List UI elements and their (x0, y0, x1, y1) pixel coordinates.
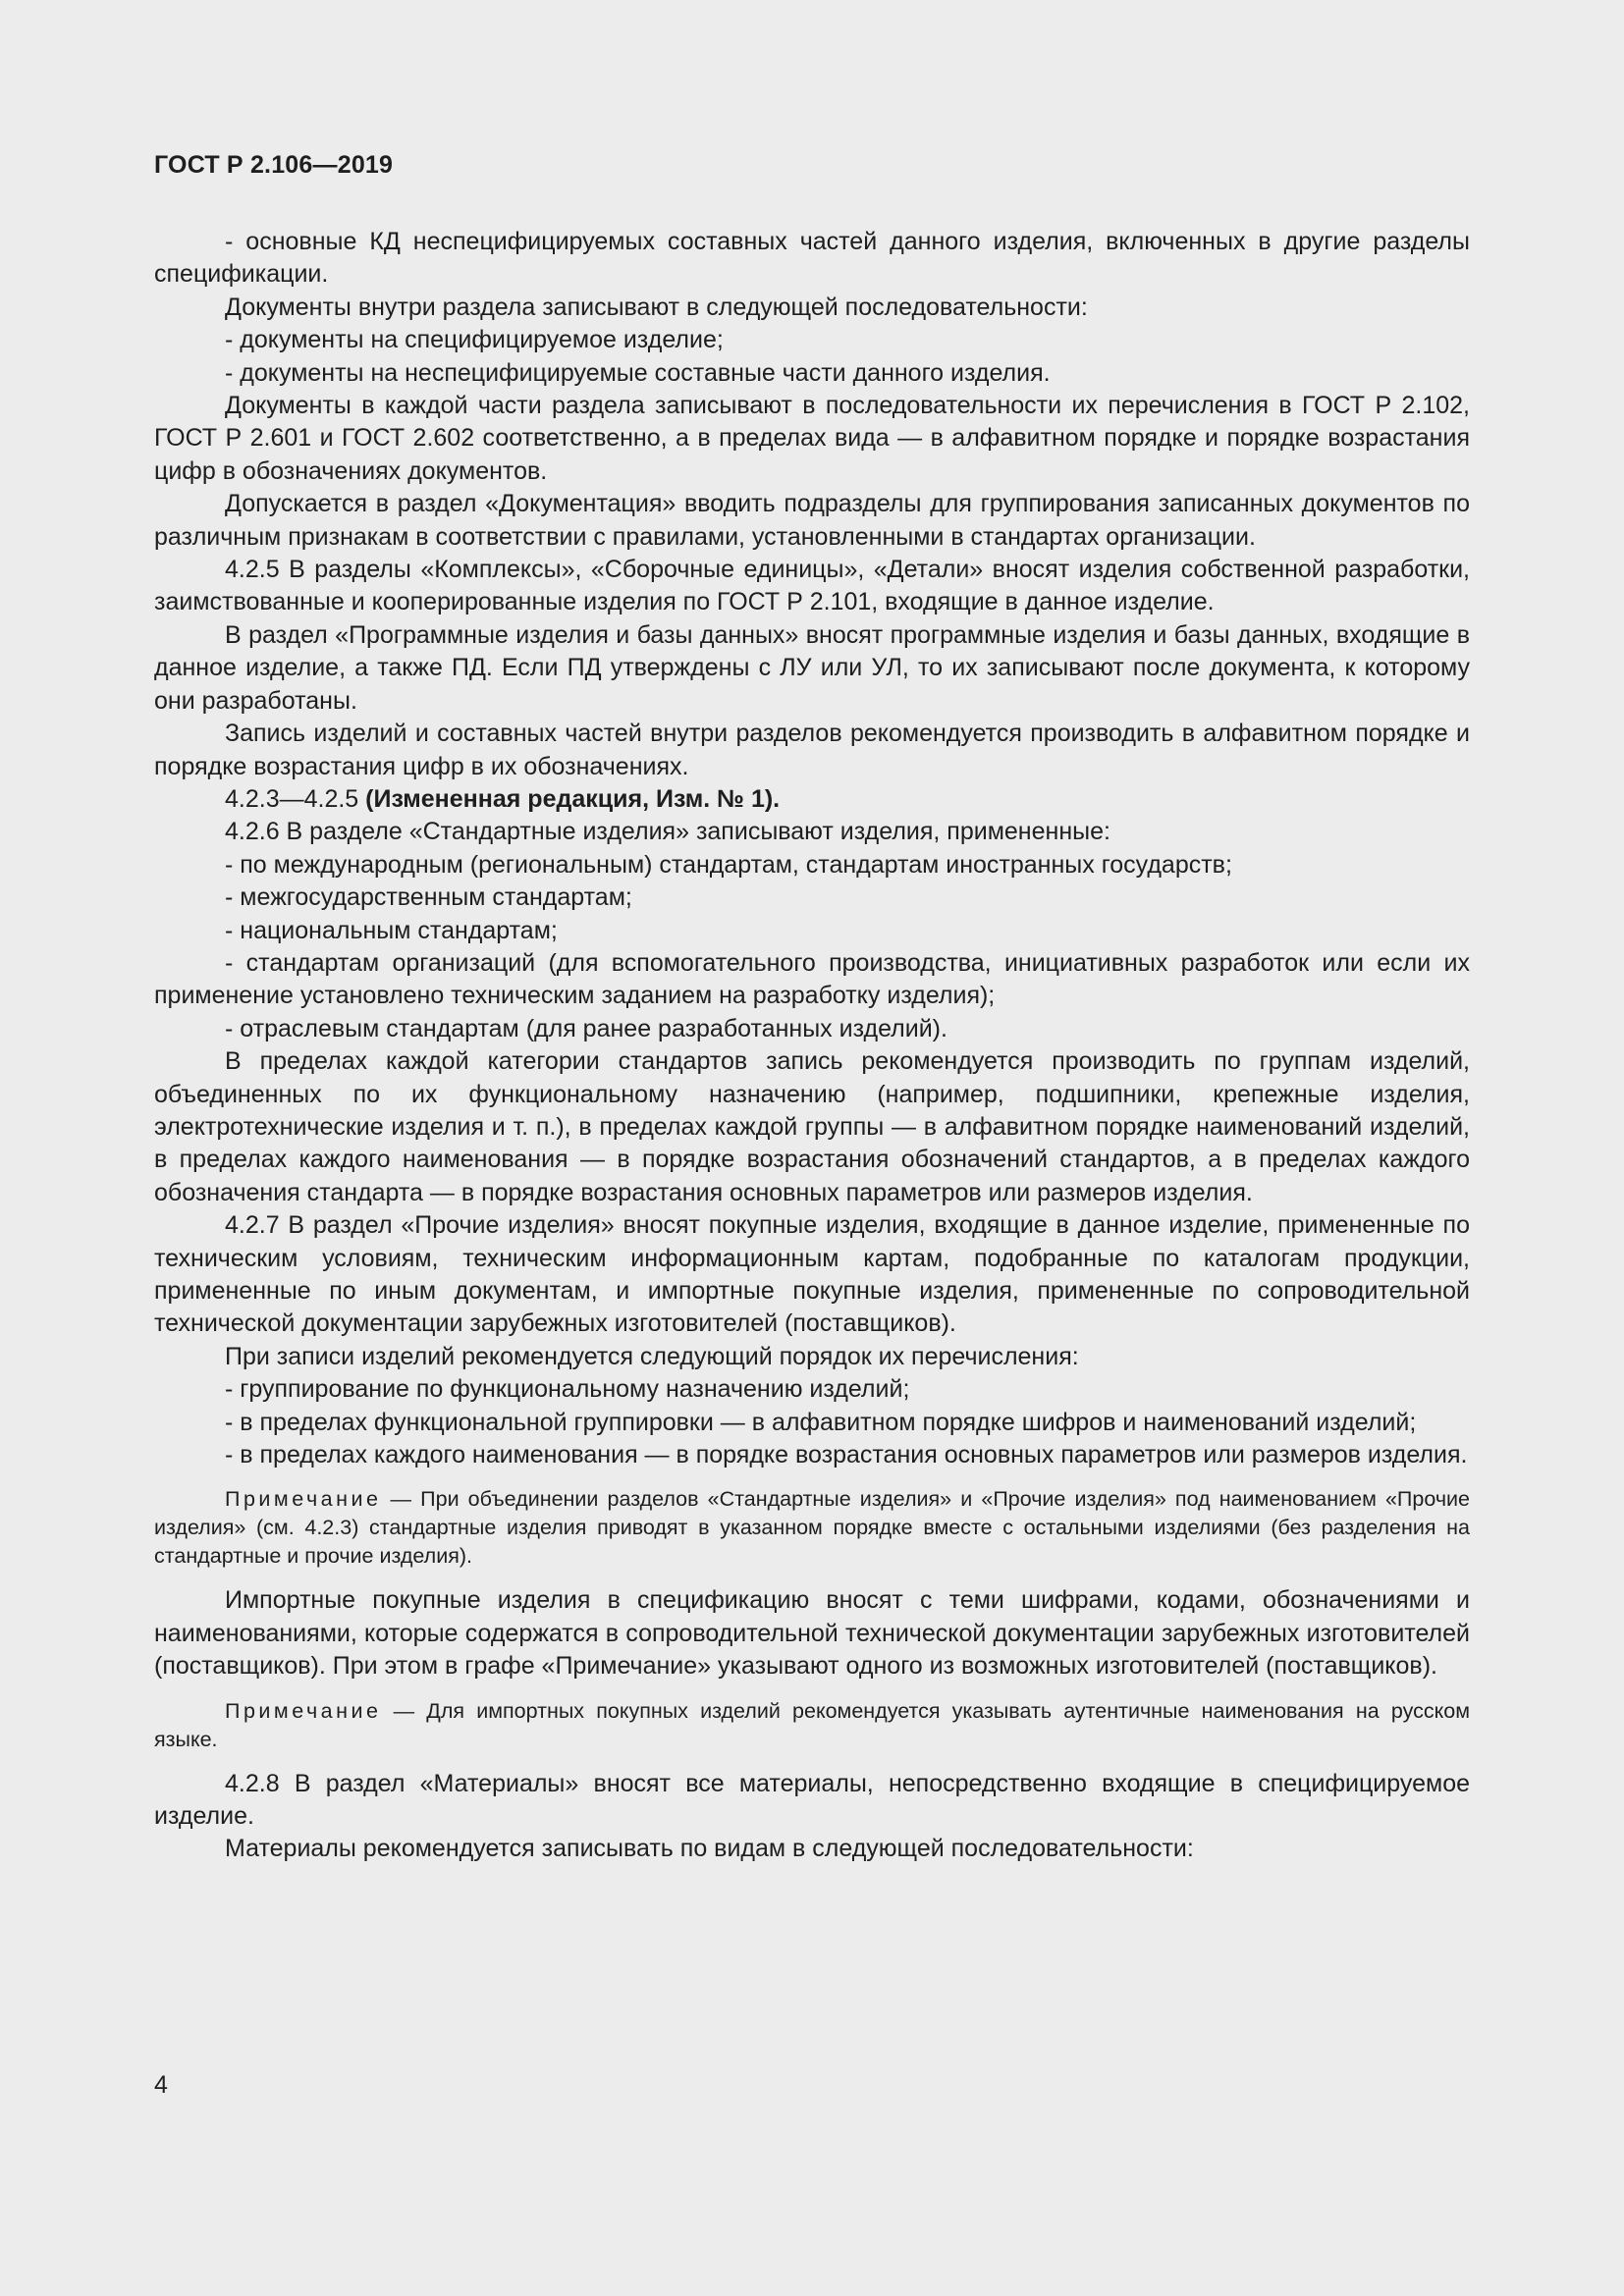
list-item: - стандартам организаций (для вспомогательного производства, инициативных разработок или если их применение установлено техническим заданием на разработку изделия); (154, 948, 1470, 1010)
clause-4-2-5: 4.2.5 В разделы «Комплексы», «Сборочные единицы», «Детали» вносят изделия собственной разработки, заимствованные и кооперированные изделия по ГОСТ Р 2.101, входящие в данное изделие. (154, 556, 1470, 616)
paragraph: Запись изделий и составных частей внутри разделов рекомендуется производить в алфавитном порядке и порядке возрастания цифр в их обозначениях. (154, 720, 1470, 780)
clause-4-2-8: 4.2.8 В раздел «Материалы» вносят все материалы, непосредственно входящие в специфицируемое изделие. (154, 1769, 1470, 1831)
paragraph: Допускается в раздел «Документация» вводить подразделы для группирования записанных документов по различным признакам в соответствии с правилами, установленными в стандартах организации. (154, 490, 1470, 551)
page-number: 4 (154, 2071, 168, 2099)
list-item: - национальным стандартам; (225, 916, 558, 944)
clause-4-2-6: 4.2.6 В разделе «Стандартные изделия» записывают изделия, примененные: (225, 818, 1110, 846)
paragraph: Материалы рекомендуется записывать по видам в следующей последовательности: (225, 1835, 1194, 1863)
document-header: ГОСТ Р 2.106—2019 (154, 151, 394, 179)
note-text: — Для импортных покупных изделий рекомендуется указывать аутентичные наименования на русском языке. (154, 1698, 1470, 1751)
note-imported-items (154, 1697, 1470, 1754)
paragraph: В раздел «Программные изделия и базы данных» вносят программные изделия и базы данных, входящие в данное изделие, а также ПД. Если ПД утверждены с ЛУ или УЛ, то их записывают после документа, к которому они разработаны. (154, 620, 1470, 715)
list-item: - группирование по функциональному назначению изделий; (225, 1375, 910, 1404)
amendment-line (154, 783, 1470, 816)
paragraph: В пределах каждой категории стандартов запись рекомендуется производить по группам изделий, объединенных по их функциональному назначению (например, подшипники, крепежные изделия, электротехнические изделия и т. п.), в пределах каждой группы — в алфавитном порядке наименований изделий, в пределах каждого наименования — в порядке возрастания обозначений стандартов, а в пределах каждого обозначения стандарта — в порядке возрастания основных параметров или размеров изделия. (154, 1047, 1470, 1206)
paragraph: Документы в каждой части раздела записывают в последовательности их перечисления в ГОСТ Р 2.102, ГОСТ Р 2.601 и ГОСТ 2.602 соответственно, а в пределах вида — в алфавитном порядке и порядке возрастания цифр в обозначениях документов. (154, 392, 1470, 485)
list-item: - межгосударственным стандартам; (225, 883, 632, 912)
list-item: - в пределах каждого наименования — в порядке возрастания основных параметров или размеров изделия. (225, 1441, 1468, 1469)
note-standard-items (154, 1485, 1470, 1571)
list-item: - в пределах функциональной группировки — в алфавитном порядке шифров и наименований изделий; (225, 1408, 1417, 1436)
note-text: — При объединении разделов «Стандартные изделия» и «Прочие изделия» под наименованием «Прочие изделия» (см. 4.2.3) стандартные изделия приводят в указанном порядке вместе с остальными изделиями (без разделения на стандартные и прочие изделия). (154, 1487, 1470, 1569)
list-item: - документы на неспецифицируемые составные части данного изделия. (225, 358, 1051, 387)
paragraph: Документы внутри раздела записывают в следующей последовательности: (225, 293, 1088, 321)
paragraph-import: Импортные покупные изделия в спецификацию вносят с теми шифрами, кодами, обозначениями и наименованиями, которые содержатся в сопроводительной технической документации зарубежных изготовителей (поставщиков). При этом в графе «Примечание» указывают одного из возможных изготовителей (поставщиков). (154, 1586, 1470, 1681)
list-item: - по международным (региональным) стандартам, стандартам иностранных государств; (225, 850, 1232, 879)
paragraph: При записи изделий рекомендуется следующий порядок их перечисления: (225, 1342, 1079, 1370)
document-body (154, 226, 1470, 1866)
paragraph: - основные КД неспецифицируемых составных частей данного изделия, включенных в другие разделы спецификации. (154, 228, 1470, 289)
note-label: Примечание (225, 1698, 382, 1723)
list-item: - документы на специфицируемое изделие; (225, 326, 724, 354)
amendment-note: (Измененная редакция, Изм. № 1). (365, 784, 781, 813)
list-item: - отраслевым стандартам (для ранее разработанных изделий). (225, 1014, 947, 1042)
clause-4-2-7: 4.2.7 В раздел «Прочие изделия» вносят покупные изделия, входящие в данное изделие, примененные по техническим условиям, техническим информационным картам, подобранные по каталогам продукции, примененные по иным документам, и импортные покупные изделия, примененные по сопроводительной технической документации зарубежных изготовителей (поставщиков). (154, 1211, 1470, 1338)
amendment-prefix: 4.2.3—4.2.5 (225, 784, 366, 813)
note-label: Примечание (225, 1487, 382, 1512)
